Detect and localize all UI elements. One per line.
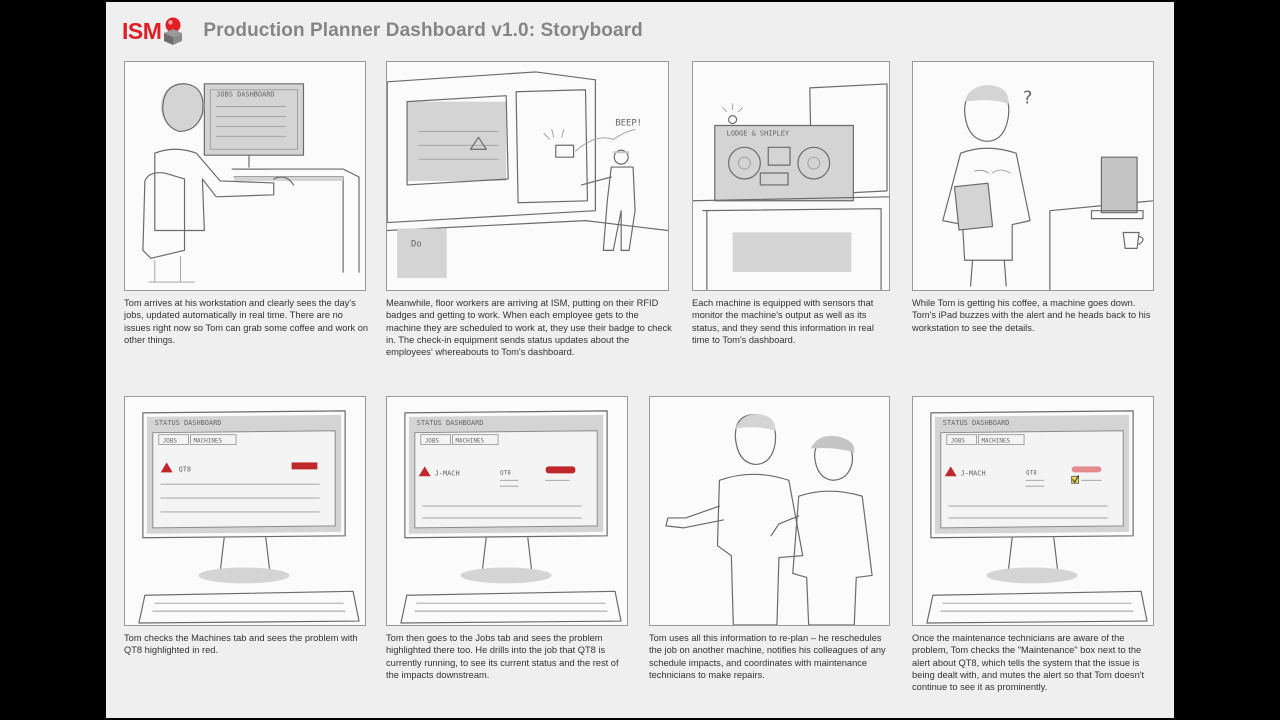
question-mark-text: ? bbox=[1022, 87, 1033, 109]
tab-jobs-text-1: JOBS bbox=[162, 437, 178, 445]
qt8-label-2: QT8 bbox=[500, 469, 511, 477]
panel-7-sketch bbox=[649, 396, 890, 626]
qt8-label-3: QT8 bbox=[1026, 469, 1037, 477]
j-mach-label-2: J-MACH bbox=[960, 469, 986, 478]
panel-7-caption: Tom uses all this information to re-plan – he reschedules the job on another machine, notifies his colleagues of any schedule impacts, and coordinates with maintenance technicians to make repairs. bbox=[649, 633, 886, 680]
panel-5-sketch bbox=[124, 396, 366, 626]
page-title: Production Planner Dashboard v1.0: Storyboard bbox=[203, 20, 643, 41]
panel-6-sketch bbox=[386, 396, 628, 626]
panel-5-caption: Tom checks the Machines tab and sees the problem with QT8 highlighted in red. bbox=[124, 633, 358, 656]
panel-4-caption: While Tom is getting his coffee, a machine goes down. Tom's iPad buzzes with the alert and he heads back to his workstation to see the details. bbox=[912, 298, 1151, 333]
alert-bar bbox=[546, 466, 576, 473]
lodge-shipley-text: LODGE & SHIPLEY bbox=[726, 129, 790, 138]
panel-8-caption: Once the maintenance technicians are aware of the problem, Tom checks the "Maintenance" box next to the alert about QT8, which tells the system that the issue is being dealt with, and mutes the alert so that Tom doesn't continue to see it as prominently. bbox=[912, 633, 1145, 693]
muted-alert-bar bbox=[1072, 466, 1102, 472]
jobs-dashboard-text: JOBS DASHBOARD bbox=[216, 90, 275, 99]
ism-logo-ball-icon bbox=[161, 16, 187, 46]
header bbox=[122, 14, 643, 48]
panel-8-sketch bbox=[912, 396, 1154, 626]
tab-jobs-text-2: JOBS bbox=[424, 437, 440, 445]
panel-3-sketch bbox=[692, 61, 890, 291]
panel-6-caption: Tom then goes to the Jobs tab and sees the problem highlighted there too. He drills into the job that QT8 is currently running, to see its current status and the rest of the impacts downstream. bbox=[386, 633, 619, 680]
qt8-label-1: QT8 bbox=[178, 465, 192, 474]
logo-text: ISM bbox=[122, 17, 162, 44]
alert-bar bbox=[292, 462, 318, 469]
panel-1-sketch bbox=[124, 61, 366, 291]
panel-2-sketch bbox=[386, 61, 669, 291]
j-mach-label-1: J-MACH bbox=[434, 469, 460, 478]
panel-1-caption: Tom arrives at his workstation and clearly sees the day's jobs, updated automatically in real time. There are no issues right now so Tom can grab some coffee and work on other things. bbox=[124, 298, 369, 345]
storyboard-page bbox=[106, 2, 1174, 718]
do-text: Do bbox=[411, 239, 422, 250]
panel-2-caption: Meanwhile, floor workers are arriving at ISM, putting on their RFID badges and getting to work. When each employee gets to the machine they are scheduled to work at, they use their badge to check in. The check-in equipment sends status updates about the employees' whereabouts to Tom's dashboard. bbox=[386, 298, 672, 358]
panel-3-caption: Each machine is equipped with sensors that monitor the machine's output as well as its status, and they send this information in real time to Tom's dashboard. bbox=[692, 298, 874, 345]
tab-machines-text-3: MACHINES bbox=[981, 437, 1011, 445]
tab-machines-text-1: MACHINES bbox=[193, 437, 223, 445]
tab-jobs-text-3: JOBS bbox=[950, 437, 966, 445]
beep-text: BEEP! bbox=[615, 118, 643, 129]
status-dashboard-text-1: STATUS DASHBOARD bbox=[154, 418, 222, 427]
status-dashboard-text-3: STATUS DASHBOARD bbox=[942, 418, 1010, 427]
status-dashboard-text-2: STATUS DASHBOARD bbox=[416, 418, 484, 427]
panel-4-sketch bbox=[912, 61, 1154, 291]
tab-machines-text-2: MACHINES bbox=[455, 437, 485, 445]
